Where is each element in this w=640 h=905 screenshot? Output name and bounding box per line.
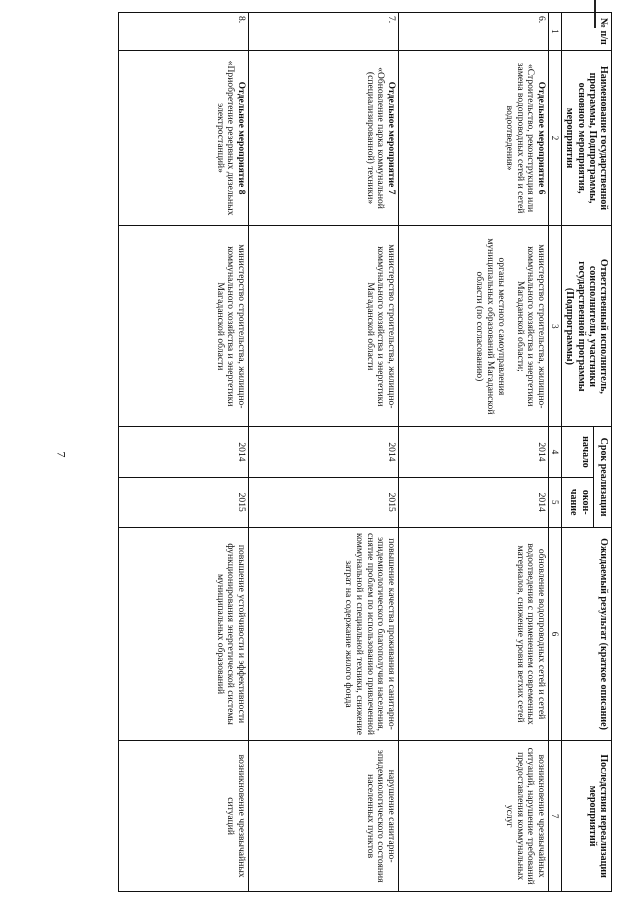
start-year: 2014 [249,427,399,477]
measure-description: «Строительство, реконструкция или замена водопроводных сетей и сетей водоотведения» [503,62,537,214]
header-executor: Ответственный исполнитель, соисполнители, участники государственной программы (Подпрограммы) [562,226,612,427]
measure-title: Отдельное мероприятие 6 [536,81,548,195]
executor-text: министерство строительства, жилищно-коммунального хозяйства и энергетики Магаданской области; [514,244,548,409]
header-end: окон- чание [562,477,593,527]
page-number: 7 [54,451,69,458]
col-number: 1 [549,13,562,51]
row-number: 6. [399,13,549,51]
column-number-row [549,13,562,892]
col-number: 7 [549,741,562,892]
end-year: 2015 [119,477,249,527]
table-row [399,13,549,892]
start-year: 2014 [119,427,249,477]
header-result: Ожидаемый результат (краткое описание) [562,527,612,740]
measure-title: Отдельное мероприятие 7 [386,81,398,195]
measure-description: «Приобретение резервных дизельных электростанций» [214,60,237,216]
consequences-text: возникновение чрезвычайных ситуаций [119,741,249,892]
start-year: 2014 [399,427,549,477]
executor-text: министерство строительства, жилищно-коммунального хозяйства и энергетики Магаданской области [214,244,248,409]
result-text: повышение устойчивости и эффективности функционирования энергетической системы муниципальных образований [119,527,249,740]
measures-table [118,12,612,892]
measure-description: «Обновление парка коммунальной (специализированной) техники» [364,67,387,209]
executor-cell [249,226,399,427]
result-text: обновление водопроводных сетей и сетей водоотведения с применением современных материалов, снижение уровня ветхих сетей [399,527,549,740]
header-term: Срок реализации [593,427,611,527]
executor-secondary-text: органы местного самоуправления муниципальных образований Магаданской области (по согласованию) [474,238,507,415]
row-number: 7. [249,13,399,51]
consequences-text: возникновение чрезвычайных ситуаций, нарушение требований предоставления коммунальных услуг [399,741,549,892]
header-no: № п/п [562,13,612,51]
rotated-page [90,0,640,905]
measure-name-cell [119,50,249,226]
col-number: 5 [549,477,562,527]
executor-text: министерство строительства, жилищно-коммунального хозяйства и энергетики Магаданской области [364,244,398,409]
executor-cell [119,226,249,427]
table-row [249,13,399,892]
end-year: 2014 [399,477,549,527]
result-text: повышение качества проживания и санитарно-эпидемиологического благополучия населения, снятие проблем по использованию привлеченной коммунальной и специальной техники, снижение затрат на содержание жилого фонда [249,527,399,740]
table-row [119,13,249,892]
row-number: 8. [119,13,249,51]
measure-title: Отдельное мероприятие 8 [236,81,248,195]
end-year: 2015 [249,477,399,527]
header-consequences: Последствия нереализации мероприятий [562,741,612,892]
header-row [593,13,611,892]
consequences-text: нарушение санитарно-эпидемиологического состояния населенных пунктов [249,741,399,892]
col-number: 2 [549,50,562,226]
col-number: 3 [549,226,562,427]
header-name: Наименование государственной программы, Подпрограммы, основного мероприятия, мероприятия [562,50,612,226]
header-start: начало [562,427,593,477]
col-number: 4 [549,427,562,477]
col-number: 6 [549,527,562,740]
measure-name-cell [249,50,399,226]
measure-name-cell [399,50,549,226]
executor-cell [399,226,549,427]
